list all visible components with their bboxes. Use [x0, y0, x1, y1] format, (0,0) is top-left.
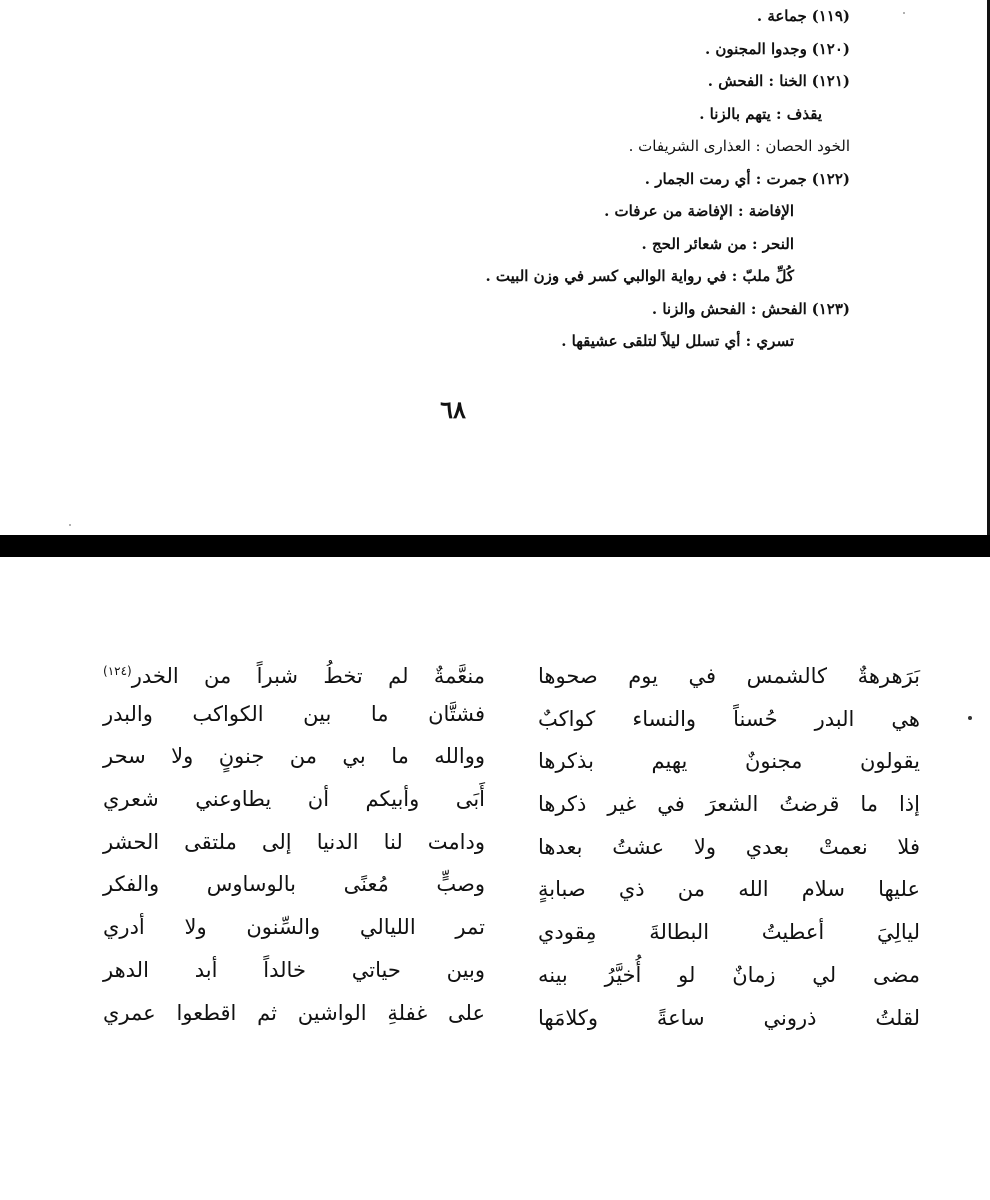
verse-line: أَبَى وأبيكم أن يطاوعني شعري [103, 787, 485, 812]
page-divider-bar [0, 535, 990, 557]
verse-line: فشتَّان ما بين الكواكب والبدر [103, 701, 485, 726]
footnote-line [290, 293, 850, 326]
footnote-number: (١٢٠) [811, 39, 850, 58]
footnote-line [290, 33, 850, 66]
verse-text: منعَّمةٌ لم تخطُ شبراً من الخدر [131, 664, 485, 688]
footnote-text: النحر : من شعائر الحج . [641, 234, 794, 253]
verse-line: هي البدر حُسناً والنساء كواكبٌ [538, 706, 920, 731]
verse-line: إذا ما قرضتُ الشعرَ في غير ذكرها [538, 792, 920, 817]
footnote-text: الفحش : الفحش والزنا . [651, 299, 807, 318]
footnote-text: تسري : أي تسلل ليلاً لتلقى عشيقها . [561, 332, 794, 350]
footnote-number: (١١٩) [811, 7, 850, 25]
verse-line: وبين حياتي خالداً أبد الدهر [103, 957, 485, 982]
verse-line [103, 650, 485, 693]
verse-line: بَرَهرهةٌ كالشمس في يوم صحوها [538, 664, 920, 688]
footnote-line [290, 163, 850, 196]
footnote-line [290, 65, 850, 98]
footnote-line [290, 130, 850, 163]
footnote-text: يقذف : يتهم بالزنا . [699, 104, 822, 123]
top-page [0, 0, 990, 535]
poem-left-column [103, 650, 485, 1034]
scan-speck [903, 12, 905, 14]
verse-line: ودامت لنا الدنيا إلى ملتقى الحشر [103, 829, 485, 854]
page-number: ٦٨ [440, 395, 466, 424]
footnote-text: الخنا : الفحش . [707, 72, 807, 90]
footnote-line [290, 260, 850, 293]
verse-line: مضى لي زمانٌ لو أُخيَّرُ بينه [538, 962, 920, 987]
verse-line: فلا نعمتْ بعدي ولا عشتُ بعدها [538, 834, 920, 859]
footnote-number: (١٢١) [811, 72, 850, 90]
poem-right-column [538, 655, 920, 1039]
verse-line: وصبٍّ مُعنًى بالوساوس والفكر [103, 872, 485, 897]
verse-line: على غفلةِ الواشين ثم اقطعوا عمري [103, 1000, 485, 1025]
footnote-text: الخود الحصان : العذارى الشريفات . [628, 137, 850, 155]
verse-line: لقلتُ ذروني ساعةً وكلامَها [538, 1005, 920, 1030]
footnote-text: وجدوا المجنون . [704, 39, 807, 58]
footnote-number: (١٢٣) [811, 299, 850, 318]
footnote-line [290, 0, 850, 33]
footnote-line [290, 228, 850, 261]
footnote-text: الإفاضة : الإفاضة من عرفات . [604, 202, 794, 220]
scan-speck [69, 524, 71, 526]
footnote-reference: (١٢٤) [103, 664, 132, 678]
footnote-text: جمرت : أي رمت الجمار . [644, 169, 807, 188]
footnote-text: كُلِّ ملبّ : في رواية الوالبي كسر في وزن البيت . [485, 267, 794, 285]
footnotes-block [290, 0, 850, 358]
verse-line: يقولون مجنونٌ يهيم بذكرها [538, 749, 920, 774]
footnote-line [290, 195, 850, 228]
footnote-number: (١٢٢) [811, 169, 850, 188]
footnote-line [290, 98, 850, 131]
margin-dot [968, 716, 972, 720]
verse-line: تمر الليالي والسِّنون ولا أدري [103, 915, 485, 940]
verse-line: عليها سلام الله من ذي صبابةٍ [538, 877, 920, 902]
verse-line: ليالِيَ أعطيتُ البطالةَ مِقودي [538, 920, 920, 945]
footnote-text: جماعة . [756, 7, 807, 25]
footnote-line [290, 325, 850, 358]
verse-line: ووالله ما بي من جنونٍ ولا سحر [103, 744, 485, 769]
